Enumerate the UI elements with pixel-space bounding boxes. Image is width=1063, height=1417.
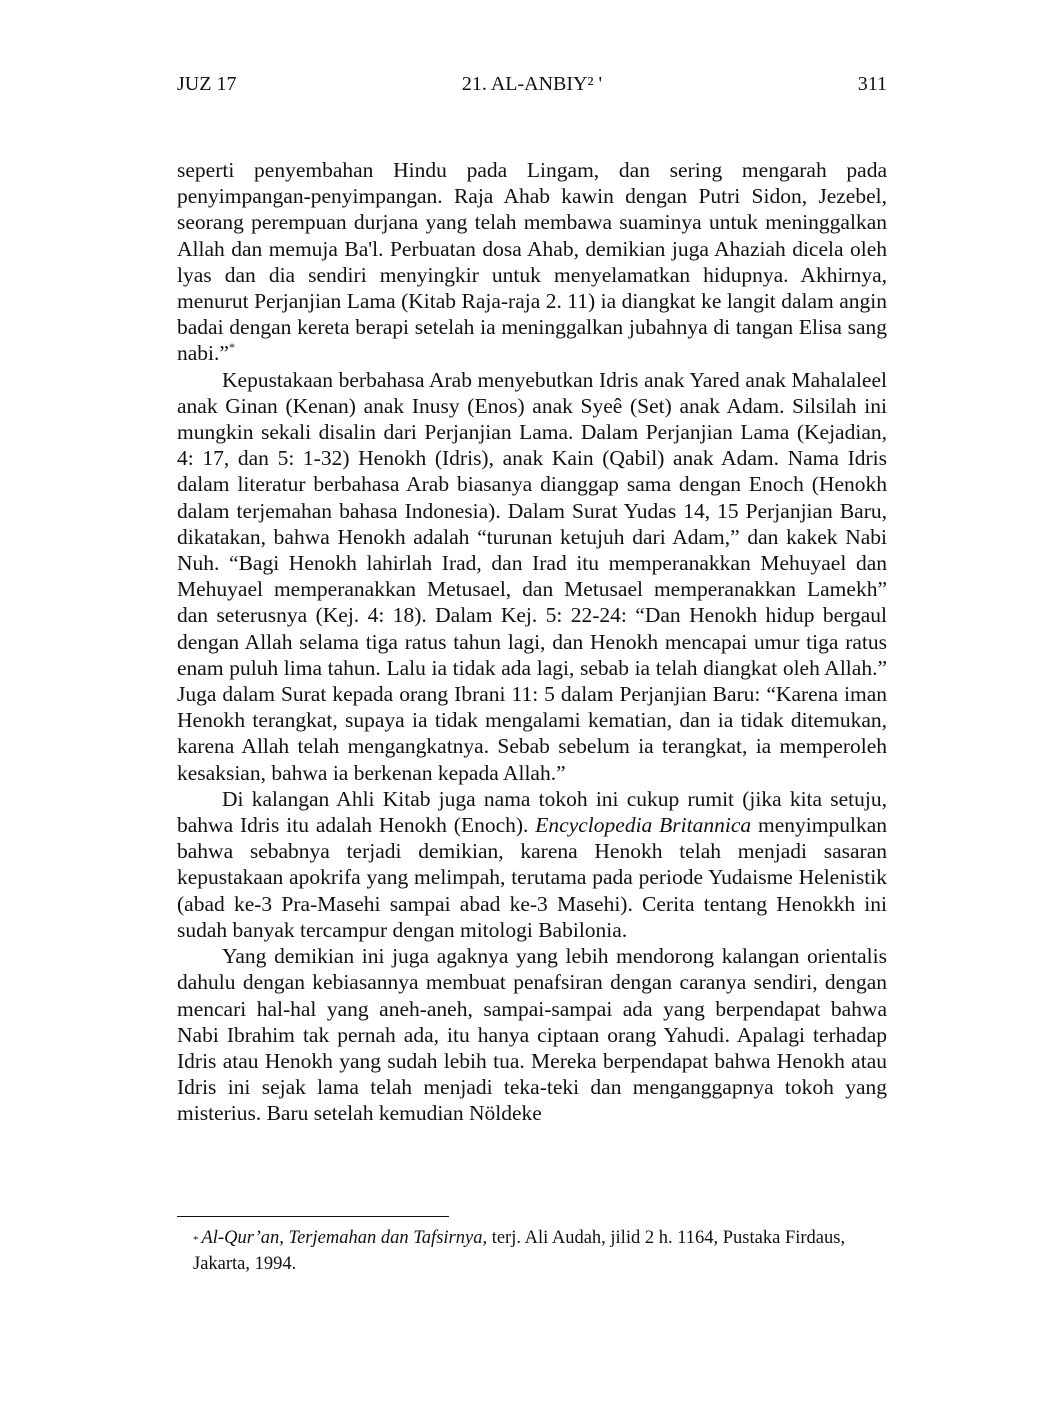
footnote-divider	[177, 1216, 449, 1217]
paragraph-1	[177, 157, 887, 367]
paragraph-3-text-a: Di kalangan Ahli Kitab juga nama tokoh ini cukup rumit (jika kita setuju, bahwa Idris itu adalah Henokh (Enoch).	[177, 786, 887, 838]
header-surah-title: 21. AL-ANBIY² '	[461, 73, 603, 95]
encyclopedia-title: Encyclopedia Britannica	[535, 813, 752, 838]
paragraph-3	[177, 786, 887, 943]
header-juz: JUZ 17	[177, 73, 237, 95]
paragraph-4: Yang demikian ini juga agaknya yang lebih mendorong kalangan orientalis dahulu dengan kebiasannya membuat penafsiran dengan caranya sendiri, dengan mencari hal-hal yang aneh-aneh, sampai-sampai ada yang berpendapat bahwa Nabi Ibrahim tak pernah ada, itu hanya ciptaan orang Yahudi. Apalagi terhadap Idris atau Henokh yang sudah lebih tua. Mereka berpendapat bahwa Henokh atau Idris ini sejak lama telah menjadi teka-teki dan menganggapnya tokoh yang misterius. Baru setelah kemudian Nöldeke	[177, 944, 887, 1126]
footnote-source-title: Al-Qur’an, Terjemahan dan Tafsirnya,	[201, 1228, 488, 1248]
page-number: 311	[857, 73, 887, 95]
footnote-source-details: terj. Ali Audah, jilid 2 h. 1164, Pustaka Firdaus, Jakarta, 1994.	[193, 1228, 846, 1274]
footnote	[193, 1225, 883, 1277]
paragraph-1-text: seperti penyembahan Hindu pada Lingam, dan sering mengarah pada penyimpangan-penyimpangan. Raja Ahab kawin dengan Putri Sidon, Jezebel, seorang perempuan durjana yang telah membawa suaminya untuk meninggalkan Allah dan memuja Ba'l. Perbuatan dosa Ahab, demikian juga Ahaziah dicela oleh lyas dan dia sendiri menyingkir untuk menyelamatkan hidupnya. Akhirnya, menurut Perjanjian Lama (Kitab Raja-raja 2. 11) ia diangkat ke langit dalam angin badai dengan kereta berapi setelah ia meninggalkan jubahnya di tangan Elisa sang nabi.”	[177, 158, 887, 366]
running-header	[177, 73, 887, 103]
footnote-reference: *	[228, 340, 235, 355]
main-text	[177, 157, 887, 1127]
footnote-marker: *	[193, 1234, 199, 1246]
paragraph-2: Kepustakaan berbahasa Arab menyebutkan Idris anak Yared anak Mahalaleel anak Ginan (Kenan) anak Inusy (Enos) anak Syeê (Set) anak Adam. Silsilah ini mungkin sekali disalin dari Perjanjian Lama. Dalam Perjanjian Lama (Kejadian, 4: 17, dan 5: 1-32) Henokh (Idris), anak Kain (Qabil) anak Adam. Nama Idris dalam literatur berbahasa Arab biasanya dianggap sama dengan Enoch (Henokh dalam terjemahan bahasa Indonesia). Dalam Surat Yudas 14, 15 Perjanjian Baru, dikatakan, bahwa Henokh adalah “turunan ketujuh dari Adam,” dan kakek Nabi Nuh. “Bagi Henokh lahirlah Irad, dan Irad itu memperanakkan Mehuyael dan Mehuyael memperanakkan Metusael, dan Metusael memperanakkan Lamekh” dan seterusnya (Kej. 4: 18). Dalam Kej. 5: 22-24: “Dan Henokh hidup bergaul dengan Allah selama tiga ratus tahun lagi, dan Henokh mencapai umur tiga ratus enam puluh lima tahun. Lalu ia tidak ada lagi, sebab ia telah diangkat oleh Allah.” Juga dalam Surat kepada orang Ibrani 11: 5 dalam Perjanjian Baru: “Karena iman Henokh terangkat, supaya ia tidak mengalami kematian, dan ia tidak ditemukan, karena Allah telah mengangkatnya. Sebab sebelum ia terangkat, ia memperoleh kesaksian, bahwa ia berkenan kepada Allah.”	[177, 367, 887, 785]
paragraph-3-text-b: menyimpulkan bahwa sebabnya terjadi demikian, karena Henokh telah menjadi sasaran kepustakaan apokrifa yang melimpah, terutama pada periode Yudaisme Helenistik (abad ke-3 Pra-Masehi sampai abad ke-3 Masehi). Cerita tentang Henokkh ini sudah banyak tercampur dengan mitologi Babilonia.	[177, 813, 887, 942]
